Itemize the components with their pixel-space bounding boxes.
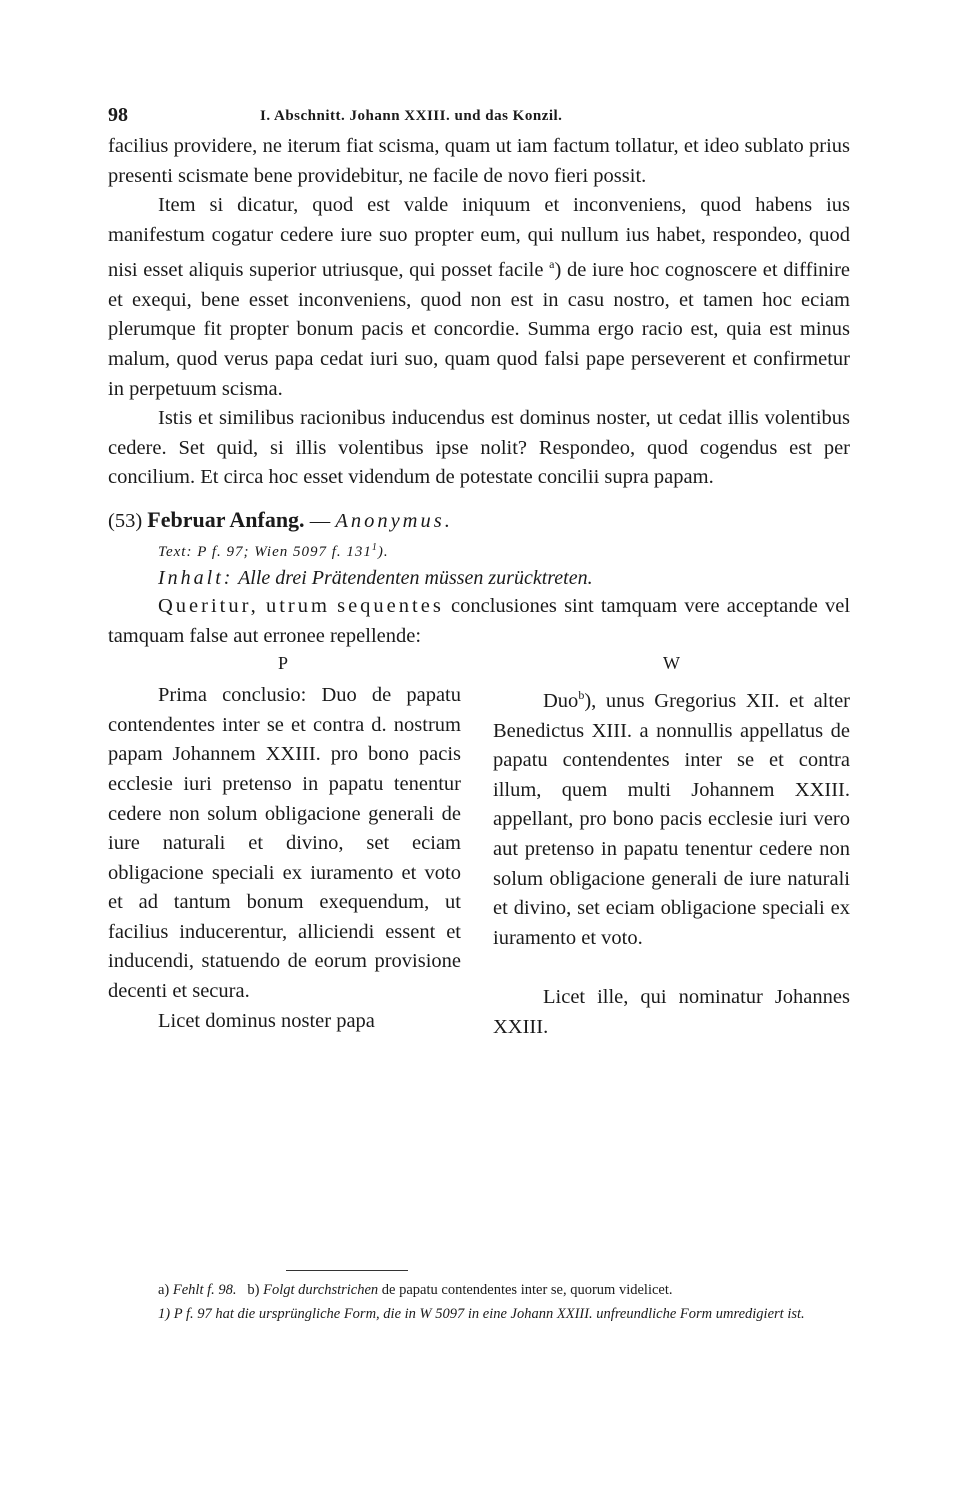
paragraph: Istis et similibus racionibus inducendus est dominus noster, ut cedat illis volentibus cedere. Set quid, si illis volentibus ipse nolit? Respondeo, quod cogendus est per concilium. Et circa hoc esset videndum de potestate concilii supra papam. [108, 407, 850, 489]
entry-author: Anonymus. [335, 509, 453, 532]
footnote-ref: a [549, 257, 555, 272]
entry-number: (53) [108, 509, 143, 532]
footnote: 1) P f. 97 hat die ursprüngliche Form, die in W 5097 in eine Johann XXIII. unfreundliche Form umredigiert ist. [158, 1306, 805, 1322]
inhalt-text: Alle drei Prätendenten müssen zurücktreten. [238, 566, 593, 589]
entry-date: Februar Anfang. [147, 506, 305, 532]
column-label-p: P [278, 653, 289, 674]
entry-intro: Queritur, utrum sequentes conclusiones sint tamquam vere acceptande vel tamquam false aut erronee repellende: [108, 594, 851, 647]
footnote-ref: b [578, 688, 585, 703]
column-paragraph: Licet ille, qui nominatur Johannes XXIII. [493, 985, 850, 1038]
entry-heading [108, 505, 850, 536]
running-title: I. Abschnitt. Johann XXIII. und das Konzil. [260, 108, 563, 124]
left-column [108, 681, 461, 1036]
footnote-ref: 1 [371, 541, 378, 553]
dash: — [309, 509, 331, 532]
page-number: 98 [108, 104, 128, 126]
content-summary [108, 564, 850, 592]
footnote-rule [286, 1270, 408, 1271]
column-paragraph: Prima conclusio: Duo de papatu contendentes inter se et contra d. nostrum papam Johannem XXIII. pro bono pacis ecclesie iuri pretenso in papatu tenentur cedere non solum obligacione generali de iure naturali et divino, set eciam obligacione speciali ex iuramento et voto et ad tantum bonum exequendum, ut facilius inducerentur, alliciendi essent et inducendi, statuendo de eorum provisione decenti et secura. [108, 684, 461, 1003]
paragraph: Item si dicatur, quod est valde iniquum et inconveniens, quod habens ius manifestum cogatur cedere iure suo propter eum, qui nullum ius habet, respondeo, quod nisi esset aliquis superior utriusque, qui posset facile $^a$) de iure hoc cognoscere et diffinire et exequi, bene esset inconveniens, quod non est in casu nostro, et tamen hoc eciam plerumque fit propter bonum pacis et concordie. Summa ergo racio est, quia est minus malum, quod verus papa cedat iuri suo, quam quod falsi pape perseverent et confirmetur in perpetuum scisma. [108, 194, 851, 400]
running-header [108, 98, 850, 132]
main-text [108, 132, 850, 493]
right-column [493, 681, 850, 1042]
column-paragraph: Licet dominus noster papa [158, 1009, 375, 1032]
footnote: a) Fehlt f. 98. b) Folgt durchstrichen de papatu contendentes inter se, quorum videlicet. [158, 1282, 673, 1298]
inhalt-label: Inhalt: [158, 566, 234, 589]
source-line: Text: P f. 97; Wien 5097 f. $131^1$). [158, 541, 389, 560]
parallel-columns [108, 653, 850, 1123]
footnotes [108, 1278, 850, 1326]
column-label-w: W [663, 653, 680, 674]
paragraph: facilius providere, ne iterum fiat scisma, quam ut iam factum tollatur, et ideo sublato prius presenti scismate bene providebitur, ne facile de novo fieri possit. [108, 135, 850, 187]
document-entry [108, 505, 850, 1123]
book-page [108, 98, 850, 1123]
column-paragraph: Duo$^b$), unus Gregorius XII. et alter Benedictus XIII. a nonnullis appellatus de papatu contendentes inter se et contra illum, quem multi Johannem XXIII. appellant, pro bono pacis ecclesie iuri vero aut pretenso in papatu tenentur cedere non solum obligacione generali de iure naturali et divino, set eciam obligacione speciali ex iuramento et voto. [493, 688, 850, 949]
